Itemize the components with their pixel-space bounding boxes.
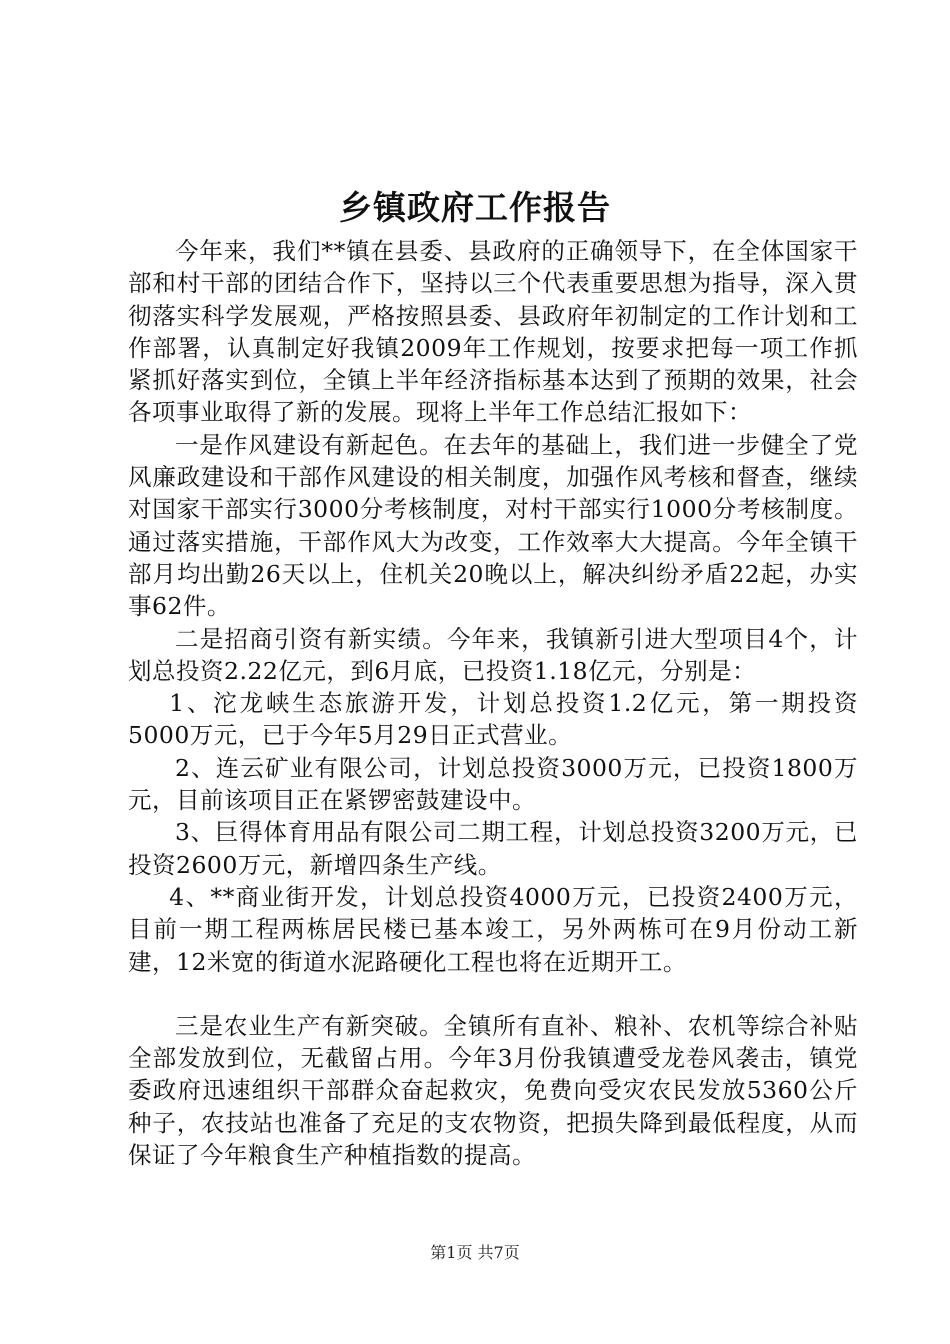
page-footer: 第1页 共7页	[430, 1243, 520, 1262]
paragraph-investment: 二是招商引资有新实绩。今年来，我镇新引进大型项目4个，计划总投资2.22亿元，到6月底，已投资1.18亿元，分别是：	[128, 624, 858, 685]
document-title: 乡镇政府工作报告	[339, 188, 611, 227]
paragraph-project-1: 1、沱龙峡生态旅游开发，计划总投资1.2亿元，第一期投资5000万元，已于今年5月29日正式营业。	[128, 689, 858, 750]
paragraph-project-4: 4、**商业街开发，计划总投资4000万元，已投资2400万元，目前一期工程两栋居民楼已基本竣工，另外两栋可在9月份动工新建，12米宽的街道水泥路硬化工程也将在近期开工。	[128, 882, 858, 976]
paragraph-project-2: 2、连云矿业有限公司，计划总投资3000万元，已投资1800万元，目前该项目正在紧锣密鼓建设中。	[128, 753, 858, 815]
paragraph-project-3: 3、巨得体育用品有限公司二期工程，计划总投资3200万元，已投资2600万元，新增四条生产线。	[128, 818, 858, 879]
paragraph-agriculture: 三是农业生产有新突破。全镇所有直补、粮补、农机等综合补贴全部发放到位，无截留占用。今年3月份我镇遭受龙卷风袭击，镇党委政府迅速组织干部群众奋起救灾，免费向受灾农民发放5360公斤种子，农技站也准备了充足的支农物资，把损失降到最低程度，从而保证了今年粮食生产种植指数的提高。	[128, 1011, 858, 1170]
paragraph-spacer	[128, 978, 858, 1010]
paragraph-work-style: 一是作风建设有新起色。在去年的基础上，我们进一步健全了党风廉政建设和干部作风建设的相关制度，加强作风考核和督查，继续对国家干部实行3000分考核制度，对村干部实行1000分考核制度。通过落实措施，干部作风大为改变，工作效率大大提高。今年全镇干部月均出勤26天以上，住机关20晚以上，解决纠纷矛盾22起，办实事62件。	[128, 430, 858, 621]
document-body	[128, 235, 858, 1171]
paragraph-intro: 今年来，我们**镇在县委、县政府的正确领导下，在全体国家干部和村干部的团结合作下，坚持以三个代表重要思想为指导，深入贯彻落实科学发展观，严格按照县委、县政府年初制定的工作计划和工作部署，认真制定好我镇2009年工作规划，按要求把每一项工作抓紧抓好落实到位，全镇上半年经济指标基本达到了预期的效果，社会各项事业取得了新的发展。现将上半年工作总结汇报如下：	[128, 237, 858, 427]
